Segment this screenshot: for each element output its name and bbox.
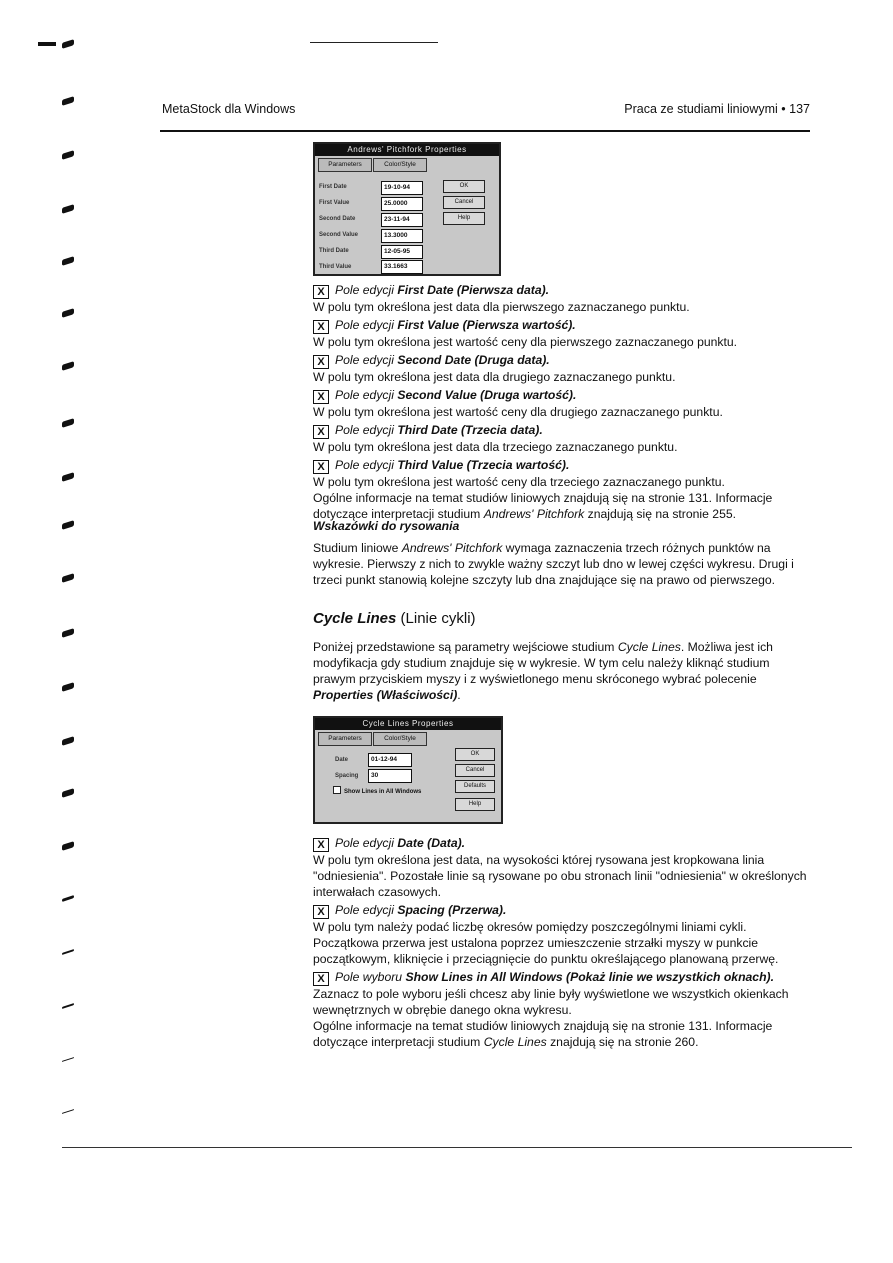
checkbox-x-icon: X xyxy=(313,425,329,439)
item-text: W polu tym określona jest wartość ceny dla drugiego zaznaczanego punktu. xyxy=(313,405,723,419)
running-header xyxy=(160,100,810,132)
list-item xyxy=(313,387,813,420)
caption-title: Second Value (Druga wartość). xyxy=(397,388,577,402)
text-run: Ogólne informacje na temat studiów liniowych znajdują się na stronie 131. Informacje dotyczące interpretacji studium xyxy=(313,491,773,521)
first-value-field[interactable]: 25.0000 xyxy=(381,197,423,211)
tips-paragraph xyxy=(313,540,813,588)
text-run: . Możliwa jest ich modyfikacja gdy studium znajduje się w wykresie. W tym celu należy kliknąć studium prawym przyciskiem myszy i z wyświetlonego menu skróconego wybrać polecenie xyxy=(313,640,773,686)
third-date-field[interactable]: 12-05-95 xyxy=(381,245,423,259)
margin-mark xyxy=(62,96,74,106)
checkbox-x-icon: X xyxy=(313,355,329,369)
dialog-title: Andrews' Pitchfork Properties xyxy=(315,144,499,156)
header-right: Praca ze studiami liniowymi • 137 xyxy=(624,102,810,116)
list-item xyxy=(313,422,813,455)
item-text: W polu tym określona jest data dla pierwszego zaznaczanego punktu. xyxy=(313,300,690,314)
section-title-italic: Cycle Lines xyxy=(313,610,397,627)
caption-prefix: Pole edycji xyxy=(335,836,398,850)
item-text: W polu tym określona jest data dla drugiego zaznaczanego punktu. xyxy=(313,370,676,384)
item-text: W polu tym określona jest wartość ceny dla trzeciego zaznaczanego punktu. xyxy=(313,475,725,489)
margin-mark xyxy=(62,736,74,746)
second-value-field[interactable]: 13.3000 xyxy=(381,229,423,243)
section-title xyxy=(313,610,476,627)
cycle-lines-field-descriptions xyxy=(313,835,813,1050)
margin-mark xyxy=(62,628,74,638)
help-button[interactable]: Help xyxy=(455,798,495,811)
checkbox-x-icon: X xyxy=(313,972,329,986)
text-run: znajdują się na stronie 260. xyxy=(546,1035,699,1049)
study-name: Andrews' Pitchfork xyxy=(483,507,585,521)
text-run: wymaga zaznaczenia trzech różnych punktów na wykresie. Pierwszy z nich to zwykle ważny szczyt lub dno w lewej części wykresu. Drugi i trzeci punkt stanowią kolejne szczyty lub dna znajdujące się na prawo od pierwszego. xyxy=(313,541,794,587)
caption-prefix: Pole edycji xyxy=(335,318,398,332)
margin-mark xyxy=(62,472,74,482)
text-run: Poniżej przedstawione są parametry wejściowe studium xyxy=(313,640,618,654)
checkbox-x-icon: X xyxy=(313,838,329,852)
text-run: Studium liniowe xyxy=(313,541,402,555)
date-field[interactable]: 01-12-94 xyxy=(368,753,412,767)
margin-mark xyxy=(62,1109,74,1114)
study-name: Andrews' Pitchfork xyxy=(401,541,503,555)
list-item xyxy=(313,352,813,385)
ok-button[interactable]: OK xyxy=(443,180,485,193)
pitchfork-field-descriptions xyxy=(313,282,813,522)
caption-prefix: Pole edycji xyxy=(335,423,398,437)
margin-mark xyxy=(62,841,74,851)
checkbox-x-icon: X xyxy=(313,390,329,404)
tab-color-style[interactable]: Color/Style xyxy=(373,158,427,172)
bottom-rule xyxy=(62,1147,852,1148)
margin-mark xyxy=(62,361,74,371)
item-text: W polu tym określona jest wartość ceny dla pierwszego zaznaczanego punktu. xyxy=(313,335,738,349)
tab-parameters[interactable]: Parameters xyxy=(318,158,372,172)
list-item xyxy=(313,317,813,350)
tab-parameters[interactable]: Parameters xyxy=(318,732,372,746)
margin-mark xyxy=(62,1003,74,1009)
item-text: W polu tym określona jest data dla trzeciego zaznaczanego punktu. xyxy=(313,440,678,454)
checkbox-x-icon: X xyxy=(313,285,329,299)
checkbox-x-icon: X xyxy=(313,320,329,334)
margin-mark xyxy=(62,949,74,955)
list-item xyxy=(313,835,813,900)
margin-mark xyxy=(62,788,74,798)
list-item xyxy=(313,902,813,967)
dialog-title: Cycle Lines Properties xyxy=(315,718,501,730)
section-title-rest: (Linie cykli) xyxy=(396,610,476,627)
margin-mark xyxy=(62,204,74,214)
caption-title: Third Date (Trzecia data). xyxy=(397,423,543,437)
field-label: Second Value xyxy=(319,232,359,238)
margin-mark xyxy=(62,682,74,692)
margin-mark xyxy=(62,895,74,902)
margin-mark xyxy=(62,256,74,266)
list-item xyxy=(313,282,813,315)
general-info-paragraph xyxy=(313,1018,813,1050)
caption-title: Show Lines in All Windows (Pokaż linie we wszystkich oknach). xyxy=(405,970,774,984)
item-text: W polu tym należy podać liczbę okresów pomiędzy poszczególnymi liniami cykli. Początkowa przerwa jest ustalona poprzez umieszczenie strzałki myszy w punkcie początkowym, kliknięcie i przeciągnięcie do punktu określającego planowaną przerwę. xyxy=(313,920,779,966)
margin-mark xyxy=(62,150,74,160)
header-left: MetaStock dla Windows xyxy=(162,102,296,116)
margin-mark xyxy=(62,418,74,428)
margin-mark xyxy=(62,308,74,318)
defaults-button[interactable]: Defaults xyxy=(455,780,495,793)
study-name: Cycle Lines xyxy=(617,640,681,654)
margin-mark xyxy=(62,520,74,530)
caption-prefix: Pole edycji xyxy=(335,283,398,297)
field-label: Second Date xyxy=(319,216,356,222)
study-name: Cycle Lines xyxy=(483,1035,547,1049)
section-intro xyxy=(313,639,813,703)
caption-prefix: Pole edycji xyxy=(335,458,398,472)
field-label: Third Date xyxy=(319,248,349,254)
show-lines-checkbox-row[interactable] xyxy=(333,786,421,795)
caption-title: First Value (Pierwsza wartość). xyxy=(397,318,576,332)
item-text: Zaznacz to pole wyboru jeśli chcesz aby linie były wyświetlone we wszystkich okienkach wewnętrznych w obrębie danego okna wykresu. xyxy=(313,987,789,1017)
field-label: Date xyxy=(335,757,349,763)
list-item xyxy=(313,969,813,1018)
caption-prefix: Pole wyboru xyxy=(335,970,406,984)
cancel-button[interactable]: Cancel xyxy=(443,196,485,209)
caption-title: Date (Data). xyxy=(397,836,466,850)
spacing-field[interactable]: 30 xyxy=(368,769,412,783)
caption-prefix: Pole edycji xyxy=(335,353,398,367)
item-text: W polu tym określona jest data, na wysokości której rysowana jest kropkowana linia "odniesienia". Pozostałe linie są rysowane po obu stronach linii "odniesienia" w określonych interwałach czasowych. xyxy=(313,853,807,899)
caption-title: Second Date (Druga data). xyxy=(397,353,550,367)
cycle-lines-properties-dialog xyxy=(313,716,503,824)
caption-title: Spacing (Przerwa). xyxy=(397,903,507,917)
caption-title: Third Value (Trzecia wartość). xyxy=(397,458,570,472)
margin-dash xyxy=(38,42,56,46)
field-label: First Value xyxy=(319,200,350,206)
caption-prefix: Pole edycji xyxy=(335,388,398,402)
text-run: znajdują się na stronie 255. xyxy=(584,507,737,521)
list-item xyxy=(313,457,813,490)
checkbox-x-icon: X xyxy=(313,905,329,919)
cancel-button[interactable]: Cancel xyxy=(455,764,495,777)
third-value-field[interactable]: 33.1663 xyxy=(381,260,423,274)
margin-mark xyxy=(62,573,74,583)
field-label: Spacing xyxy=(335,773,359,779)
second-date-field[interactable]: 23-11-94 xyxy=(381,213,423,227)
first-date-field[interactable]: 19-10-94 xyxy=(381,181,423,195)
caption-prefix: Pole edycji xyxy=(335,903,398,917)
text-run: Ogólne informacje na temat studiów liniowych znajdują się na stronie 131. Informacje dotyczące interpretacji studium xyxy=(313,1019,773,1049)
help-button[interactable]: Help xyxy=(443,212,485,225)
tips-heading: Wskazówki do rysowania xyxy=(313,519,460,533)
ok-button[interactable]: OK xyxy=(455,748,495,761)
field-label: First Date xyxy=(319,184,347,190)
checkbox-label: Show Lines in All Windows xyxy=(344,789,422,795)
checkbox-x-icon: X xyxy=(313,460,329,474)
text-run: . xyxy=(457,688,461,702)
top-rule xyxy=(310,42,438,43)
margin-mark xyxy=(62,1057,74,1062)
drawing-tips xyxy=(313,518,813,588)
pitchfork-properties-dialog xyxy=(313,142,501,276)
caption-title: First Date (Pierwsza data). xyxy=(397,283,550,297)
margin-mark xyxy=(62,39,74,49)
menu-command: Properties (Właściwości) xyxy=(313,688,458,702)
checkbox-icon[interactable] xyxy=(333,786,341,794)
tab-color-style[interactable]: Color/Style xyxy=(373,732,427,746)
field-label: Third Value xyxy=(319,264,352,270)
